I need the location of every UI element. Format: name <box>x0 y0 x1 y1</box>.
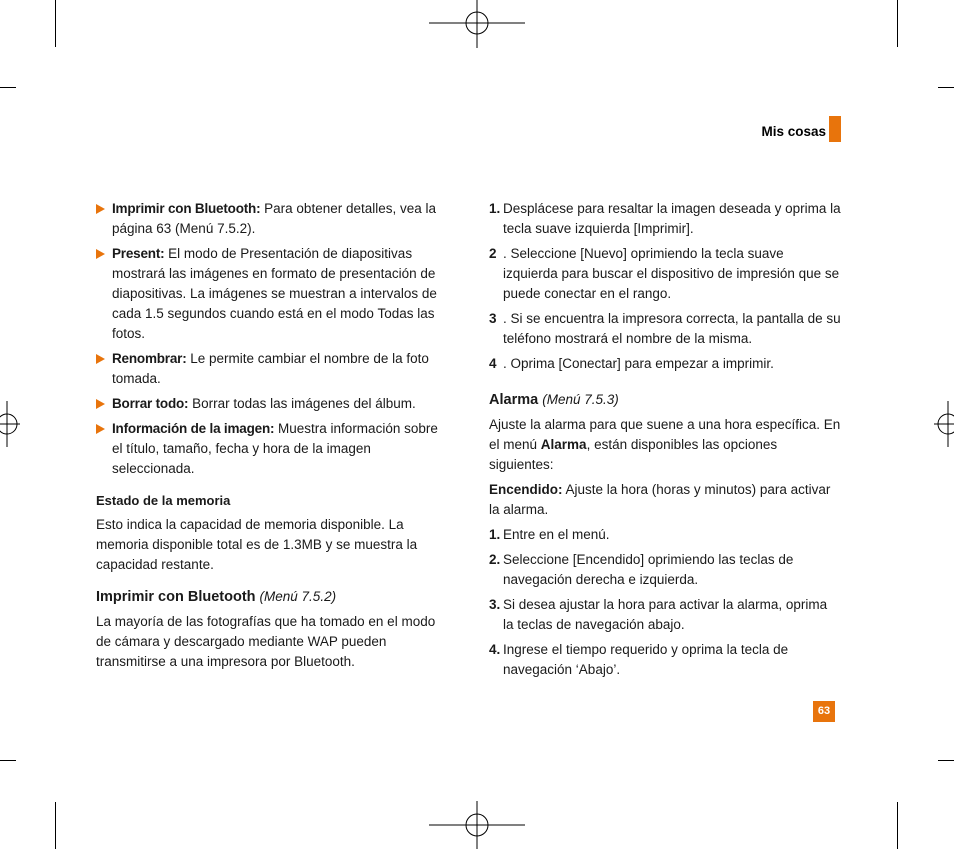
item-term: Información de la imagen: <box>112 421 275 436</box>
item-term: Present: <box>112 246 165 261</box>
crop-mark <box>938 760 954 761</box>
alarm-heading <box>489 390 841 410</box>
alarm-step <box>489 595 841 635</box>
alarm-step <box>489 550 841 590</box>
alarm-intro <box>489 415 841 475</box>
bullet-arrow-icon <box>96 249 105 259</box>
crop-mark <box>938 87 954 88</box>
step-number: 2. <box>489 552 501 567</box>
item-text: Le permite cambiar el nombre de la foto tomada. <box>112 351 429 386</box>
alarm-step <box>489 640 841 680</box>
step-text: . Seleccione [Nuevo] oprimiendo la tecla suave izquierda para buscar el dispositivo de impresión que se puede conectar en el rango. <box>503 246 840 301</box>
item-term: Borrar todo: <box>112 396 189 411</box>
bullet-arrow-icon <box>96 204 105 214</box>
list-item <box>96 199 448 239</box>
step-text: Seleccione [Encendido] oprimiendo las teclas de navegación derecha e izquierda. <box>503 552 794 587</box>
crop-mark <box>55 802 56 849</box>
alarm-on-option <box>489 480 841 520</box>
step-text: . Oprima [Conectar] para empezar a imprimir. <box>503 356 774 371</box>
heading-title: Imprimir con Bluetooth <box>96 589 256 605</box>
right-column <box>489 199 841 685</box>
print-step <box>489 244 841 304</box>
bluetooth-heading <box>96 587 448 607</box>
crop-mark <box>55 0 56 47</box>
left-column <box>96 199 448 677</box>
print-step <box>489 309 841 349</box>
crop-mark <box>897 0 898 47</box>
memory-text: Esto indica la capacidad de memoria disponible. La memoria disponible total es de 1.3MB y se muestra la capacidad restante. <box>96 517 418 572</box>
list-item <box>96 419 448 479</box>
step-number: 1. <box>489 527 501 542</box>
intro-text: Ajuste la alarma para que suene a una hora específica. En el menú <box>489 417 841 452</box>
step-number: 3 <box>489 311 497 326</box>
step-text: Si desea ajustar la hora para activar la alarma, oprima la teclas de navegación abajo. <box>503 597 828 632</box>
list-item <box>96 394 448 414</box>
crop-mark <box>0 760 16 761</box>
item-term: Renombrar: <box>112 351 187 366</box>
crop-mark <box>0 87 16 88</box>
bullet-arrow-icon <box>96 399 105 409</box>
menu-reference: (Menú 7.5.2) <box>259 589 337 604</box>
print-step <box>489 199 841 239</box>
bluetooth-text: La mayoría de las fotografías que ha tomado en el modo de cámara y descargado mediante WAP pueden transmitirse a una impresora por Bluetooth. <box>96 614 436 669</box>
step-number: 3. <box>489 597 501 612</box>
bullet-arrow-icon <box>96 354 105 364</box>
registration-mark-icon <box>429 801 525 849</box>
list-item <box>96 349 448 389</box>
section-tab-marker <box>829 116 841 142</box>
intro-menu-name: Alarma <box>540 437 587 452</box>
step-text: Entre en el menú. <box>503 527 610 542</box>
crop-mark <box>897 802 898 849</box>
option-text: Ajuste la hora (horas y minutos) para activar la alarma. <box>489 482 831 517</box>
item-text: El modo de Presentación de diapositivas mostrará las imágenes en formato de presentación de diapositivas. La imágenes se muestran a intervalos de cada 1.5 segundos cuando está en el modo Todas las fotos. <box>112 246 437 341</box>
step-number: 4 <box>489 356 497 371</box>
list-item <box>96 244 448 344</box>
item-term: Imprimir con Bluetooth: <box>112 201 261 216</box>
item-text: Borrar todas las imágenes del álbum. <box>188 396 416 411</box>
item-text: Para obtener detalles, vea la página 63 (Menú 7.5.2). <box>112 201 437 236</box>
step-number: 1. <box>489 201 501 216</box>
section-title: Mis cosas <box>761 124 826 139</box>
option-term: Encendido: <box>489 482 563 497</box>
step-text: Ingrese el tiempo requerido y oprima la tecla de navegación ‘Abajo’. <box>503 642 789 677</box>
page-number: 63 <box>813 701 835 722</box>
registration-mark-icon <box>0 401 20 447</box>
alarm-step <box>489 525 841 545</box>
registration-mark-icon <box>934 401 954 447</box>
memory-heading: Estado de la memoria <box>96 493 231 508</box>
menu-reference: (Menú 7.5.3) <box>542 392 619 407</box>
intro-text-end: , están disponibles las opciones siguientes: <box>489 437 778 472</box>
step-number: 2 <box>489 246 497 261</box>
bullet-arrow-icon <box>96 424 105 434</box>
step-text: . Si se encuentra la impresora correcta, la pantalla de su teléfono mostrará el nombre de la misma. <box>503 311 841 346</box>
print-step <box>489 354 841 374</box>
heading-title: Alarma <box>489 392 539 408</box>
step-text: Desplácese para resaltar la imagen deseada y oprima la tecla suave izquierda [Imprimir]. <box>503 201 841 236</box>
registration-mark-icon <box>429 0 525 48</box>
item-text: Muestra información sobre el título, tamaño, fecha y hora de la imagen seleccionada. <box>112 421 438 476</box>
step-number: 4. <box>489 642 501 657</box>
